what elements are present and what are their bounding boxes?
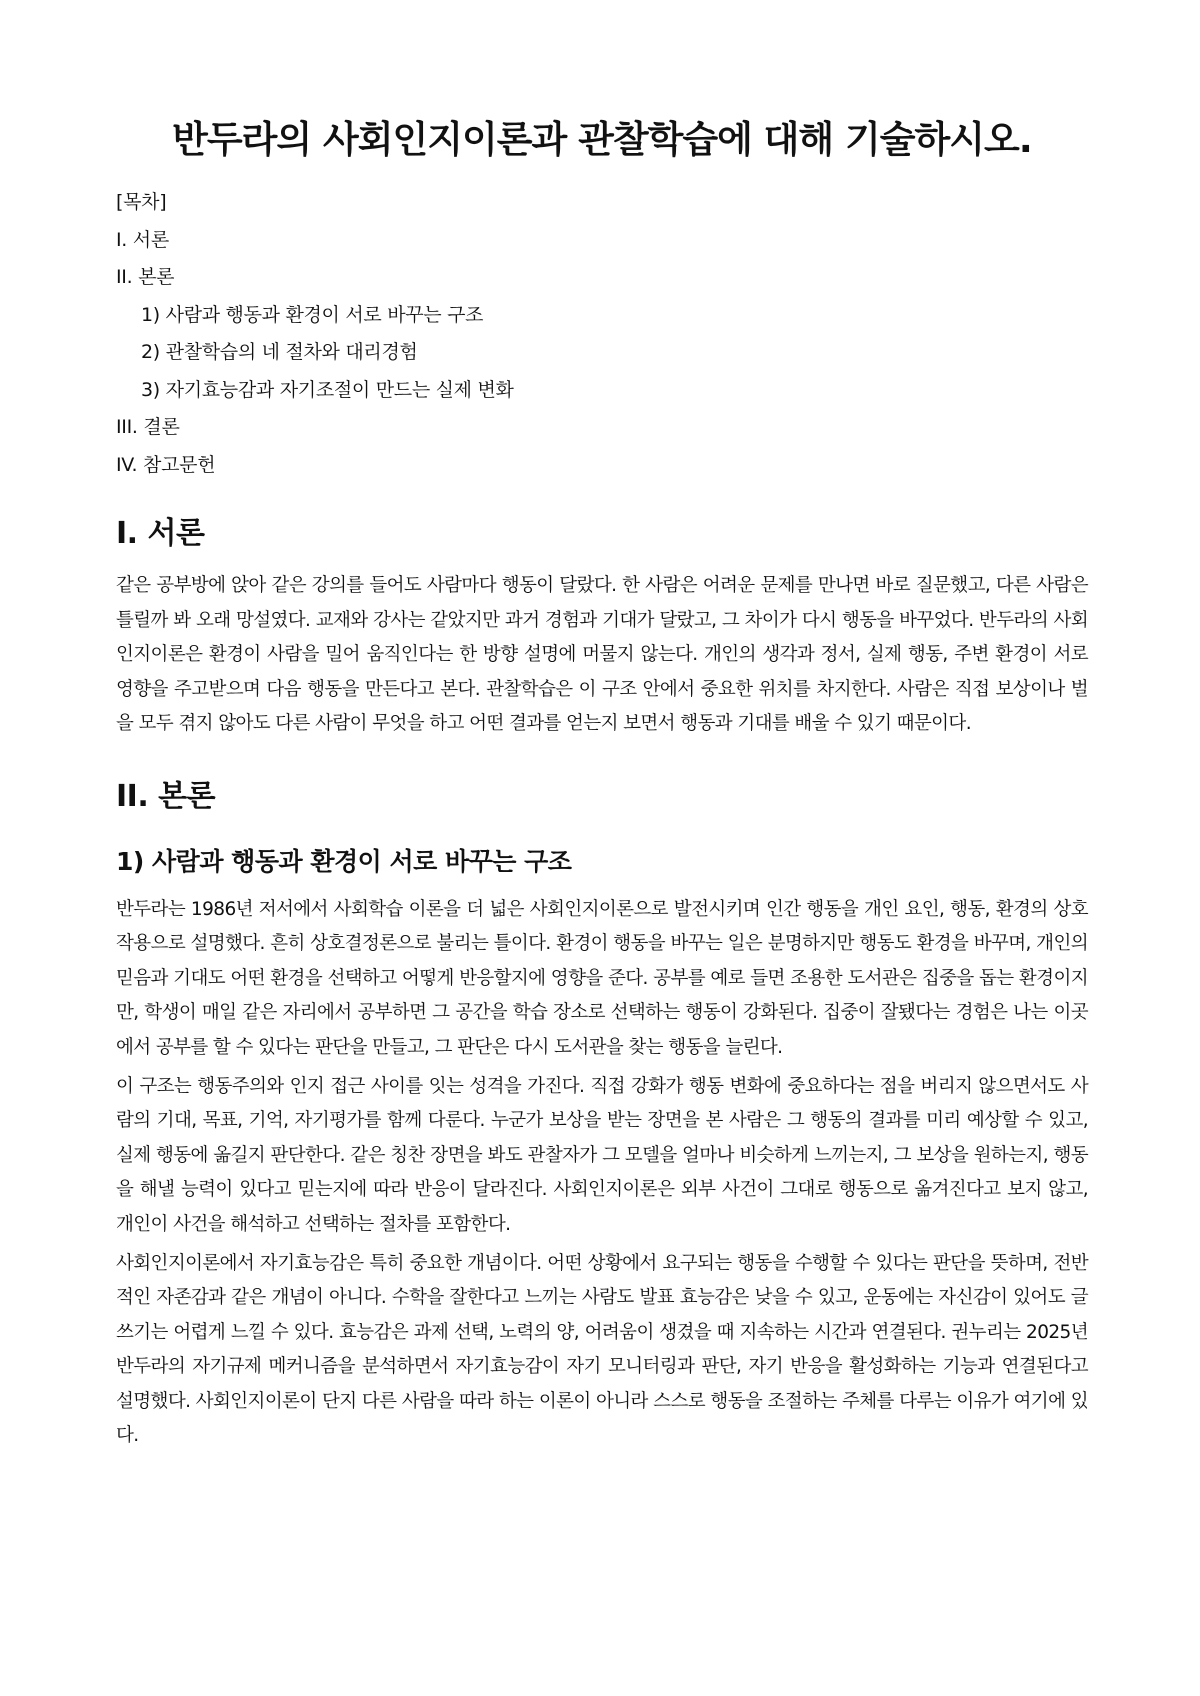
section-body [116, 777, 1088, 1453]
toc-item-body: II. 본론 [116, 266, 175, 289]
toc-heading: [목차] [116, 191, 167, 214]
section-heading-introduction: I. 서론 [116, 516, 205, 552]
subsection-heading-1: 1) 사람과 행동과 환경이 서로 바꾸는 구조 [116, 847, 572, 877]
toc-subitem-3: 3) 자기효능감과 자기조절이 만드는 실제 변화 [141, 378, 514, 401]
toc-item-intro: I. 서론 [116, 228, 169, 251]
table-of-contents [116, 184, 1088, 484]
paragraph: 반두라는 1986년 저서에서 사회학습 이론을 더 넓은 사회인지이론으로 발전시키며 인간 행동을 개인 요인, 행동, 환경의 상호작용으로 설명했다. 흔히 상호결정론으로 불리는 틀이다. 환경이 행동을 바꾸는 일은 분명하지만 행동도 환경을 바꾸며, 개인의 믿음과 기대도 어떤 환경을 선택하고 어떻게 반응할지에 영향을 준다. 공부를 예로 들면 조용한 도서관은 집중을 돕는 환경이지만, 학생이 매일 같은 자리에서 공부하면 그 공간을 학습 장소로 선택하는 행동이 강화된다. 집중이 잘됐다는 경험은 나는 이곳에서 공부를 할 수 있다는 판단을 만들고, 그 판단은 다시 도서관을 찾는 행동을 늘린다. [116, 898, 1088, 1058]
toc-item-references: IV. 참고문헌 [116, 453, 216, 476]
paragraph: 사회인지이론에서 자기효능감은 특히 중요한 개념이다. 어떤 상황에서 요구되는 행동을 수행할 수 있다는 판단을 뜻하며, 전반적인 자존감과 같은 개념이 아니다. 수학을 잘한다고 느끼는 사람도 발표 효능감은 낮을 수 있고, 운동에는 자신감이 있어도 글쓰기는 어렵게 느낄 수 있다. 효능감은 과제 선택, 노력의 양, 어려움이 생겼을 때 지속하는 시간과 연결된다. 권누리는 2025년 반두라의 자기규제 메커니즘을 분석하면서 자기효능감이 자기 모니터링과 판단, 자기 반응을 활성화하는 기능과 연결된다고 설명했다. 사회인지이론이 단지 다른 사람을 따라 하는 이론이 아니라 스스로 행동을 조절하는 주체를 다루는 이유가 여기에 있다. [116, 1252, 1088, 1447]
paragraph: 이 구조는 행동주의와 인지 접근 사이를 잇는 성격을 가진다. 직접 강화가 행동 변화에 중요하다는 점을 버리지 않으면서도 사람의 기대, 목표, 기억, 자기평가를 함께 다룬다. 누군가 보상을 받는 장면을 본 사람은 그 행동의 결과를 미리 예상할 수 있고, 실제 행동에 옮길지 판단한다. 같은 칭찬 장면을 봐도 관찰자가 그 모델을 얼마나 비슷하게 느끼는지, 그 보상을 원하는지, 행동을 해낼 능력이 있다고 믿는지에 따라 반응이 달라진다. 사회인지이론은 외부 사건이 그대로 행동으로 옮겨진다고 보지 않고, 개인이 사건을 해석하고 선택하는 절차를 포함한다. [116, 1075, 1088, 1235]
toc-subitem-1: 1) 사람과 행동과 환경이 서로 바꾸는 구조 [141, 303, 484, 326]
toc-item-conclusion: III. 결론 [116, 416, 180, 439]
toc-subitem-2: 2) 관찰학습의 네 절차와 대리경험 [141, 341, 418, 364]
document-title: 반두라의 사회인지이론과 관찰학습에 대해 기술하시오. [172, 118, 1032, 161]
section-introduction [116, 514, 1088, 741]
paragraph: 같은 공부방에 앉아 같은 강의를 들어도 사람마다 행동이 달랐다. 한 사람은 어려운 문제를 만나면 바로 질문했고, 다른 사람은 틀릴까 봐 오래 망설였다. 교재와 강사는 같았지만 과거 경험과 기대가 달랐고, 그 차이가 다시 행동을 바꾸었다. 반두라의 사회인지이론은 환경이 사람을 밀어 움직인다는 한 방향 설명에 머물지 않는다. 개인의 생각과 정서, 실제 행동, 주변 환경이 서로 영향을 주고받으며 다음 행동을 만든다고 본다. 관찰학습은 이 구조 안에서 중요한 위치를 차지한다. 사람은 직접 보상이나 벌을 모두 겪지 않아도 다른 사람이 무엇을 하고 어떤 결과를 얻는지 보면서 행동과 기대를 배울 수 있기 때문이다. [116, 575, 1088, 735]
section-heading-body: II. 본론 [116, 779, 216, 815]
